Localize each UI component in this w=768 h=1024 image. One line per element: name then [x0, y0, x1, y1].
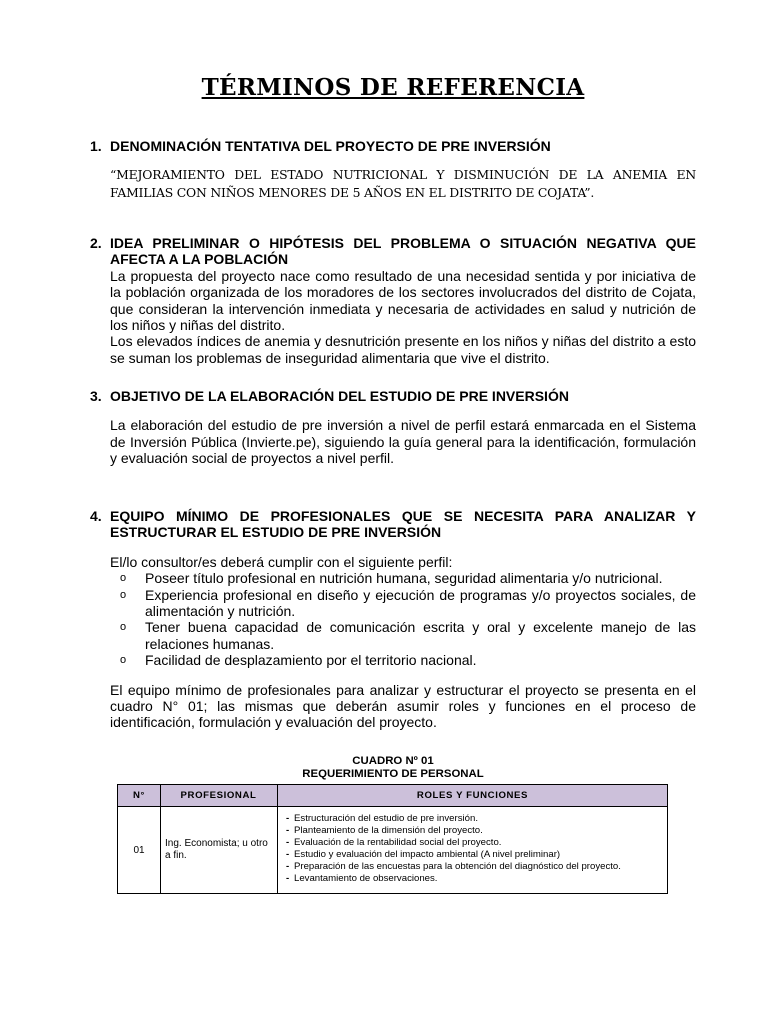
role-text: Planteamiento de la dimensión del proyecto. [294, 825, 483, 836]
list-item [90, 570, 696, 586]
list-item-text: Facilidad de desplazamiento por el territorio nacional. [145, 652, 477, 669]
bullet-icon: o [120, 588, 127, 601]
table-row [118, 807, 668, 894]
dash-icon: - [286, 849, 290, 860]
paragraph: Los elevados índices de anemia y desnutrición presente en los niños y niñas del distrito a esto se suman los problemas de inseguridad alimentaria que vive el distrito. [110, 333, 696, 366]
roles-list [286, 813, 659, 885]
bullet-icon: o [120, 654, 127, 667]
role-text: Levantamiento de observaciones. [294, 873, 438, 884]
cell-number: 01 [118, 807, 161, 894]
section-heading: OBJETIVO DE LA ELABORACIÓN DEL ESTUDIO DE PRE INVERSIÓN [110, 388, 569, 404]
cell-professional: Ing. Economista; u otro a fin. [161, 807, 278, 894]
section-number: 1. [90, 138, 102, 154]
list-item-text: Experiencia profesional en diseño y ejecución de programas y/o proyectos sociales, de alimentación y nutrición. [145, 586, 696, 620]
section-heading: IDEA PRELIMINAR O HIPÓTESIS DEL PROBLEMA O SITUACIÓN NEGATIVA QUE AFECTA A LA POBLACIÓN [110, 235, 696, 268]
dash-icon: - [286, 825, 290, 836]
bullet-icon: o [120, 621, 127, 634]
closing-paragraph: El equipo mínimo de profesionales para analizar y estructurar el proyecto se presenta en el cuadro N° 01; las mismas que deberán asumir roles y funciones en el proceso de identificación, formulación y evaluación del proyecto. [110, 681, 696, 731]
list-item [90, 587, 696, 620]
list-item [90, 619, 696, 652]
list-item [90, 652, 696, 668]
section-1 [90, 138, 696, 202]
section-heading: DENOMINACIÓN TENTATIVA DEL PROYECTO DE PRE INVERSIÓN [110, 138, 551, 154]
section-number: 3. [90, 388, 102, 404]
list-item-text: Poseer título profesional en nutrición humana, seguridad alimentaria y/o nutricional. [145, 570, 663, 587]
role-text: Evaluación de la rentabilidad social del proyecto. [294, 837, 502, 848]
personnel-table [117, 784, 668, 894]
cell-roles [278, 807, 668, 894]
section-number: 4. [90, 508, 102, 524]
role-text: Estudio y evaluación del impacto ambiental (A nivel preliminar) [294, 849, 561, 860]
section-number: 2. [90, 235, 102, 251]
section-3 [90, 388, 696, 467]
profile-list [90, 570, 696, 668]
table-subcaption: REQUERIMIENTO DE PERSONAL [302, 768, 484, 780]
role-item [286, 813, 659, 825]
paragraph: La propuesta del proyecto nace como resultado de una necesidad sentida y por iniciativa de la población organizada de los moradores de los sectores involucrados del distrito de Cojata, que consideran la intervención inmediata y necesaria de actividades en salud y nutrición de los niños y niñas del distrito. [110, 267, 696, 334]
dash-icon: - [286, 873, 290, 884]
table-caption: CUADRO Nº 01 [352, 755, 434, 767]
dash-icon: - [286, 837, 290, 848]
project-name-quote: “MEJORAMIENTO DEL ESTADO NUTRICIONAL Y DISMINUCIÓN DE LA ANEMIA EN FAMILIAS CON NIÑOS MENORES DE 5 AÑOS EN EL DISTRITO DE COJATA”. [110, 167, 696, 201]
table-header-row [118, 785, 668, 807]
role-item [286, 861, 659, 873]
bullet-icon: o [120, 572, 127, 585]
role-item [286, 849, 659, 861]
column-header-roles: ROLES Y FUNCIONES [278, 785, 668, 807]
role-text: Preparación de las encuestas para la obtención del diagnóstico del proyecto. [294, 861, 621, 872]
role-item [286, 825, 659, 837]
document-title: TÉRMINOS DE REFERENCIA [201, 74, 585, 101]
dash-icon: - [286, 861, 290, 872]
column-header-professional: PROFESIONAL [161, 785, 278, 807]
section-heading: EQUIPO MÍNIMO DE PROFESIONALES QUE SE NECESITA PARA ANALIZAR Y ESTRUCTURAR EL ESTUDIO DE PRE INVERSIÓN [110, 508, 696, 541]
role-text: Estructuración del estudio de pre inversión. [294, 813, 478, 824]
role-item [286, 837, 659, 849]
section-2 [90, 235, 696, 366]
paragraph: La elaboración del estudio de pre inversión a nivel de perfil estará enmarcada en el Sistema de Inversión Pública (Invierte.pe), siguiendo la guía general para la identificación, formulación y evaluación social de proyectos a nivel perfil. [110, 417, 696, 467]
dash-icon: - [286, 813, 290, 824]
intro-text: El/lo consultor/es deberá cumplir con el siguiente perfil: [110, 553, 453, 570]
section-4 [90, 508, 696, 731]
role-item [286, 873, 659, 885]
column-header-number: N° [118, 785, 161, 807]
list-item-text: Tener buena capacidad de comunicación escrita y oral y excelente manejo de las relaciones humanas. [145, 619, 696, 652]
